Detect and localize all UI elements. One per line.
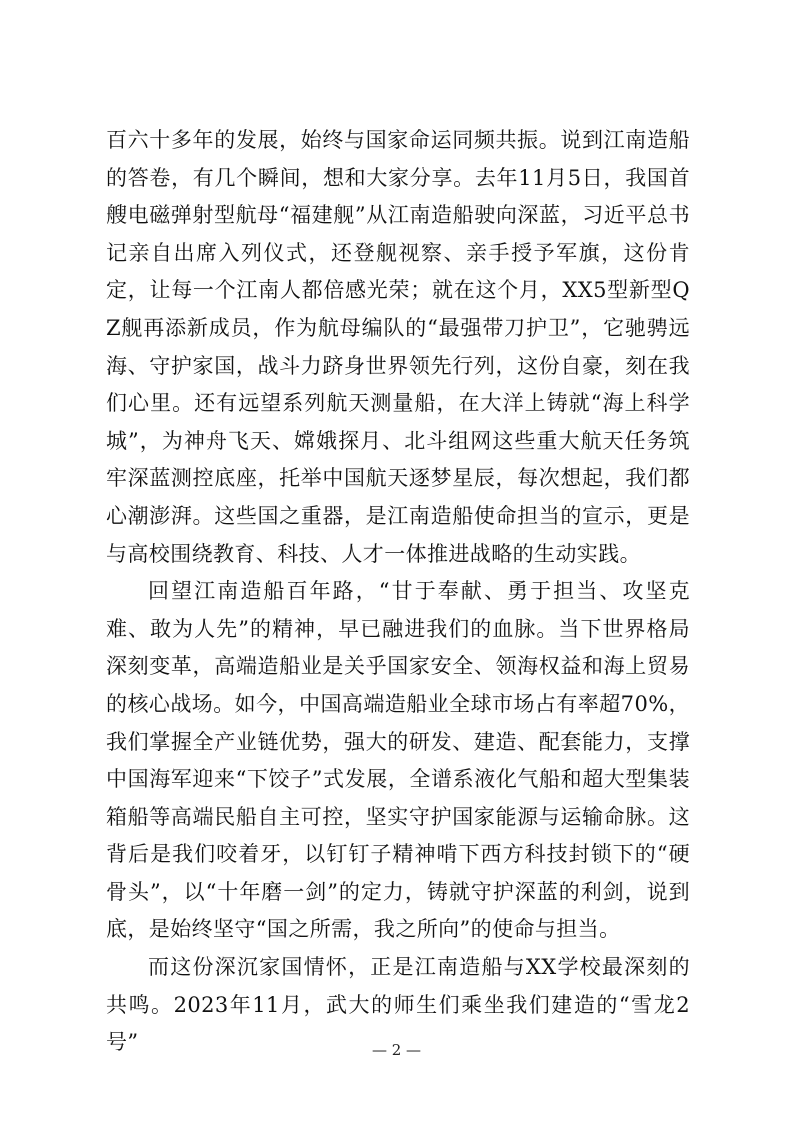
paragraph-2: 回望江南造船百年路，“甘于奉献、勇于担当、攻坚克难、敢为人先”的精神，早已融进我们的血脉。当下世界格局深刻变革，高端造船业是关乎国家安全、领海权益和海上贸易的核心战场。如今，中国高端造船业全球市场占有率超70%，我们掌握全产业链优势，强大的研发、建造、配套能力，支撑中国海军迎来“下饺子”式发展，全谱系液化气船和超大型集装箱船等高端民船自主可控，坚实守护国家能源与运输命脉。这背后是我们咬着牙，以钉钉子精神啃下西方科技封锁下的“硬骨头”，以“十年磨一剑”的定力，铸就守护深蓝的利剑，说到底，是始终坚守“国之所需，我之所向”的使命与担当。 [106,579,690,942]
paragraph-3: 而这份深沉家国情怀，正是江南造船与XX学校最深刻的共鸣。2023年11月，武大的师生们乘坐我们建造的“雪龙2号” [106,955,690,1055]
paragraph-1: 百六十多年的发展，始终与国家命运同频共振。说到江南造船的答卷，有几个瞬间，想和大家分享。去年11月5日，我国首艘电磁弹射型航母“福建舰”从江南造船驶向深蓝，习近平总书记亲自出席入列仪式，还登舰视察、亲手授予军旗，这份肯定，让每一个江南人都倍感光荣；就在这个月，XX5型新型QZ舰再添新成员，作为航母编队的“最强带刀护卫”，它驰骋远海、守护家国，战斗力跻身世界领先行列，这份自豪，刻在我们心里。还有远望系列航天测量船，在大洋上铸就“海上科学城”，为神舟飞天、嫦娥探月、北斗组网这些重大航天任务筑牢深蓝测控底座，托举中国航天逐梦星辰，每次想起，我们都心潮澎湃。这些国之重器，是江南造船使命担当的宣示，更是与高校围绕教育、科技、人才一体推进战略的生动实践。 [106,128,690,566]
page-number: — 2 — [371,1041,422,1059]
document-body [106,122,690,1062]
